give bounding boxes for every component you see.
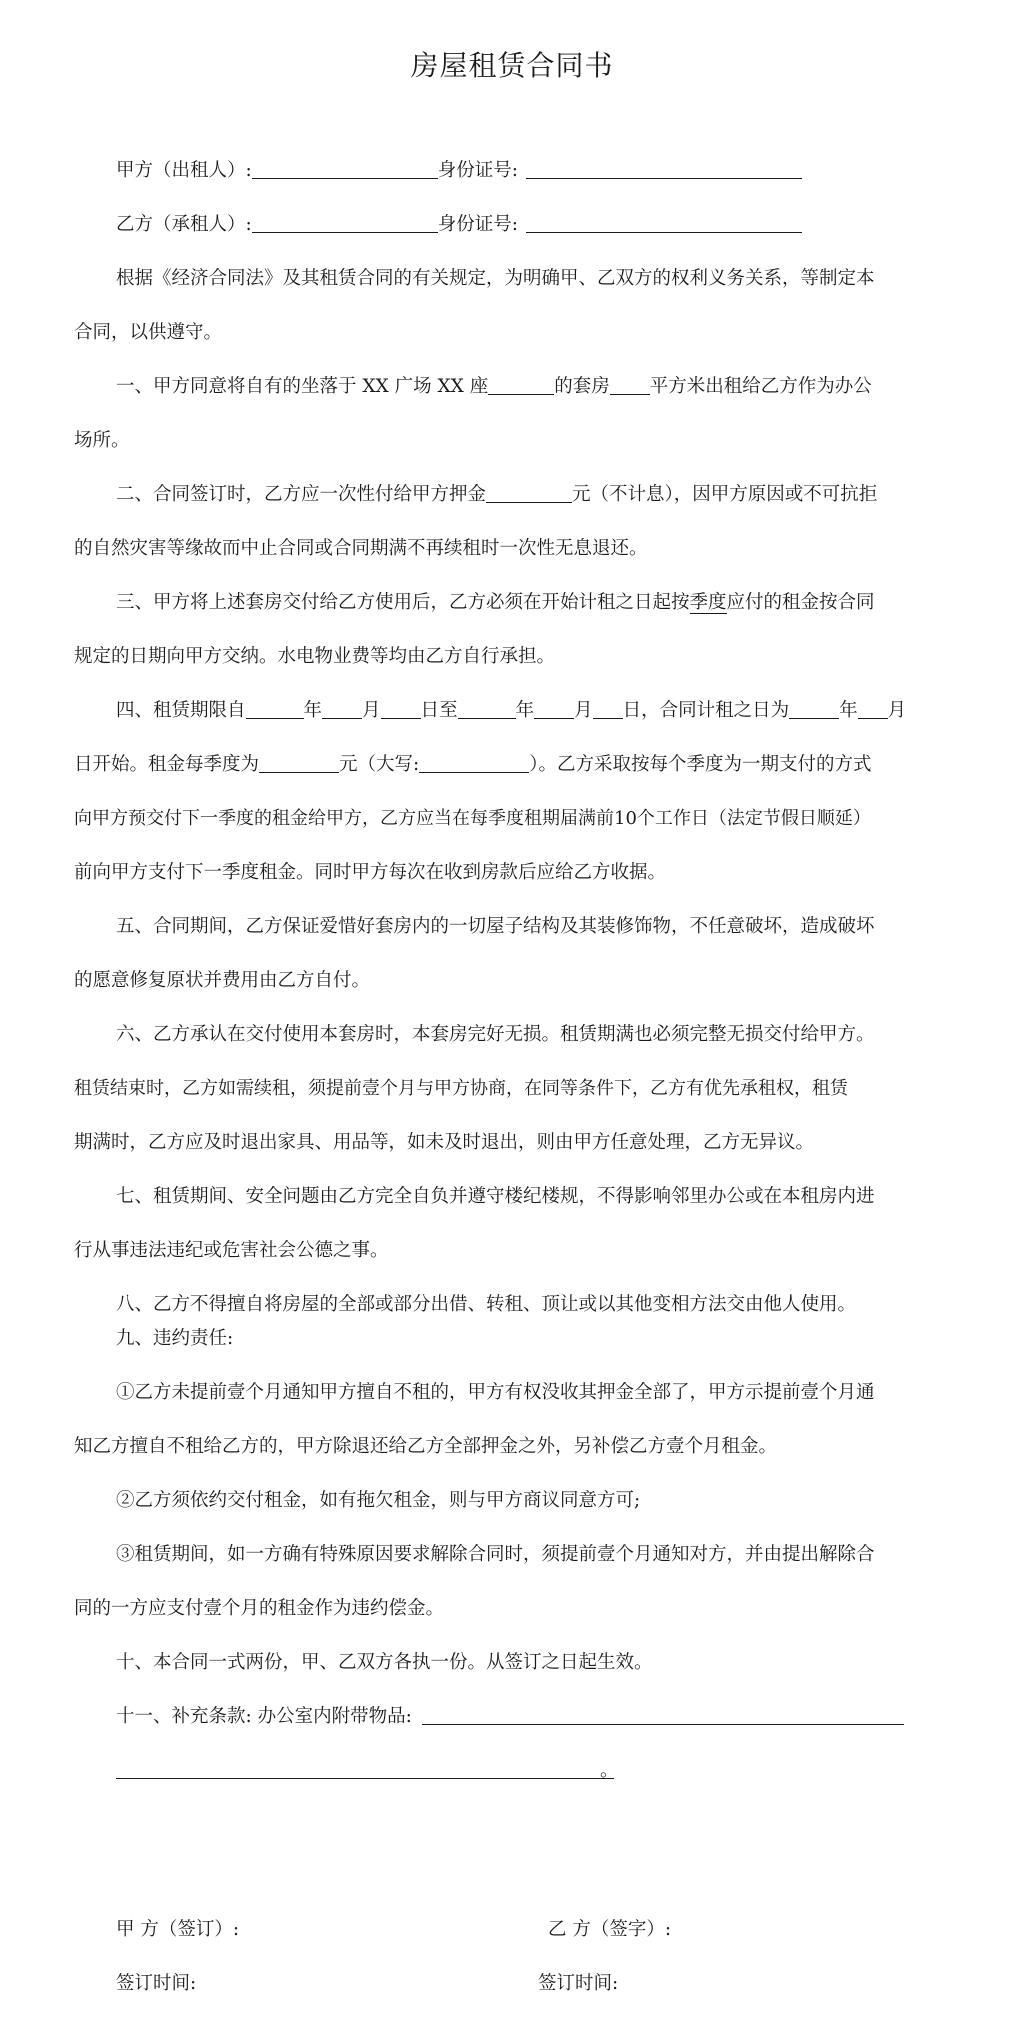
party-a-id-label: 身份证号: — [437, 160, 518, 181]
intro-line-2: 合同，以供遵守。 — [74, 322, 223, 343]
clause-11-line-2 — [116, 1756, 954, 1786]
party-b-sign-date-label: 签订时间: — [538, 1973, 619, 1994]
party-a-row — [116, 156, 954, 186]
clause-11-text: 十一、补充条款: 办公室内附带物品: — [116, 1706, 412, 1727]
clause-9-heading: 九、违约责任: — [116, 1328, 234, 1349]
rent-start-month-blank[interactable] — [858, 698, 888, 719]
clause-1-text-c: 平方米出租给乙方作为办公 — [649, 376, 872, 397]
clause-6-line-3: 期满时，乙方应及时退出家具、用品等，如未及时退出，则由甲方任意处理，乙方无异议。 — [74, 1132, 815, 1153]
day-label: 日 — [622, 700, 642, 721]
party-b-id-blank[interactable] — [526, 212, 802, 233]
end-year-blank[interactable] — [458, 698, 516, 719]
intro-line-1: 根据《经济合同法》及其租赁合同的有关规定，为明确甲、乙双方的权利义务关系，等制定本 — [116, 268, 875, 289]
party-a-name-blank[interactable] — [252, 158, 438, 179]
clause-3-line-1 — [116, 588, 954, 618]
clause-5-line-1: 五、合同期间，乙方保证爱惜好套房内的一切屋子结构及其装修饰物，不任意破坏，造成破坏 — [116, 916, 875, 937]
year-label: 年 — [303, 700, 323, 721]
to-label: 至 — [439, 700, 458, 721]
clause-5-line-2: 的愿意修复原状并费用由乙方自付。 — [74, 970, 371, 991]
month-label: 月 — [362, 700, 381, 721]
clause-4-text-b: ，合同计租之日为 — [641, 700, 790, 721]
clause-7-line-2: 行从事违法违纪或危害社会公德之事。 — [74, 1240, 389, 1261]
clause-4-line-1 — [116, 696, 954, 726]
clause-4-line-3: 向甲方预交付下一季度的租金给甲方，乙方应当在每季度租期届满前10个工作日（法定节假日顺延） — [74, 808, 871, 829]
end-month-blank[interactable] — [534, 698, 574, 719]
clause-9-item-2: ②乙方须依约交付租金，如有拖欠租金，则与甲方商议同意方可; — [116, 1490, 641, 1511]
area-blank[interactable] — [610, 374, 650, 395]
clause-9-item-1-line-2: 知乙方擅自不租给乙方的，甲方除退还给乙方全部押金之外，另补偿乙方壹个月租金。 — [74, 1436, 778, 1457]
clause-3-line-2: 规定的日期向甲方交纳。水电物业费等均由乙方自行承担。 — [74, 646, 556, 667]
document-title: 房屋租赁合同书 — [410, 49, 614, 82]
clause-4-line-2 — [74, 750, 954, 780]
party-b-signature-label: 乙 方（签字）: — [548, 1919, 672, 1940]
supplementary-items-blank-2[interactable] — [116, 1758, 614, 1779]
supplementary-items-blank-1[interactable] — [422, 1704, 904, 1725]
start-day-blank[interactable] — [381, 698, 421, 719]
clause-8: 八、乙方不得擅自将房屋的全部或部分出借、转租、顶让或以其他变相方法交由他人使用。 — [116, 1294, 857, 1315]
clause-4-text-2a: 日开始。租金每季度为 — [74, 754, 260, 775]
party-a-label: 甲方（出租人）: — [116, 160, 252, 181]
clause-4-text-2b: 元（大写: — [339, 754, 420, 775]
season-term: 季度 — [689, 592, 727, 613]
party-b-label: 乙方（承租人）: — [116, 214, 252, 235]
end-day-blank[interactable] — [593, 698, 623, 719]
month-label: 月 — [574, 700, 593, 721]
clause-4-line-4: 前向甲方支付下一季度租金。同时甲方每次在收到房款后应给乙方收据。 — [74, 862, 667, 883]
day-label: 日 — [420, 700, 440, 721]
clause-1-text-a: 一、甲方同意将自有的坐落于 XX 广场 XX 座 — [116, 376, 489, 397]
clause-11-end-mark: 。 — [600, 1760, 619, 1781]
clause-9-item-1-line-1: ①乙方未提前壹个月通知甲方擅自不租的，甲方有权没收其押金全部了，甲方示提前壹个月通 — [116, 1382, 875, 1403]
clause-10: 十、本合同一式两份，甲、乙双方各执一份。从签订之日起生效。 — [116, 1652, 653, 1673]
start-year-blank[interactable] — [246, 698, 304, 719]
party-a-sign-date-label: 签订时间: — [116, 1973, 197, 1994]
clause-1-line-2: 场所。 — [74, 430, 130, 451]
clause-3-text-b: 应付的租金按合同 — [726, 592, 875, 613]
clause-2-line-1 — [116, 480, 954, 510]
clause-6-line-2: 租赁结束时，乙方如需续租，须提前壹个月与甲方协商，在同等条件下，乙方有优先承租权，租赁 — [74, 1078, 848, 1099]
clause-4-text-a: 四、租赁期限自 — [116, 700, 246, 721]
party-b-row — [116, 210, 954, 240]
rent-uppercase-blank[interactable] — [419, 752, 529, 773]
party-b-id-label: 身份证号: — [437, 214, 518, 235]
year-label: 年 — [839, 700, 858, 721]
year-label: 年 — [515, 700, 535, 721]
clause-6-line-1: 六、乙方承认在交付使用本套房时，本套房完好无损。租赁期满也必须完整无损交付给甲方。 — [116, 1024, 875, 1045]
clause-2-text-b: 元（不计息），因甲方原因或不可抗拒 — [572, 484, 878, 505]
clause-3-text-a: 三、甲方将上述套房交付给乙方使用后，乙方必须在开始计租之日起按 — [116, 592, 690, 613]
party-a-id-blank[interactable] — [526, 158, 802, 179]
clause-2-text-a: 二、合同签订时，乙方应一次性付给甲方押金 — [116, 484, 487, 505]
start-month-blank[interactable] — [322, 698, 362, 719]
clause-4-text-2c: ）。乙方采取按每个季度为一期支付的方式 — [529, 754, 872, 775]
room-number-blank[interactable] — [488, 374, 554, 395]
party-b-name-blank[interactable] — [252, 212, 438, 233]
clause-2-line-2: 的自然灾害等缘故而中止合同或合同期满不再续租时一次性无息退还。 — [74, 538, 648, 559]
clause-11-line-1 — [116, 1702, 954, 1732]
rent-start-year-blank[interactable] — [789, 698, 839, 719]
clause-1-text-b: 的套房 — [554, 376, 610, 397]
clause-1-line-1 — [116, 372, 954, 402]
clause-7-line-1: 七、租赁期间、安全问题由乙方完全自负并遵守楼纪楼规，不得影响邻里办公或在本租房内进 — [116, 1186, 875, 1207]
clause-9-item-3-line-2: 同的一方应支付壹个月的租金作为违约偿金。 — [74, 1598, 445, 1619]
deposit-blank[interactable] — [486, 482, 572, 503]
clause-9-item-3-line-1: ③租赁期间，如一方确有特殊原因要求解除合同时，须提前壹个月通知对方，并由提出解除合 — [116, 1544, 875, 1565]
quarterly-rent-blank[interactable] — [259, 752, 339, 773]
month-label: 月 — [887, 700, 907, 721]
party-a-signature-label: 甲 方（签订）: — [116, 1919, 240, 1940]
